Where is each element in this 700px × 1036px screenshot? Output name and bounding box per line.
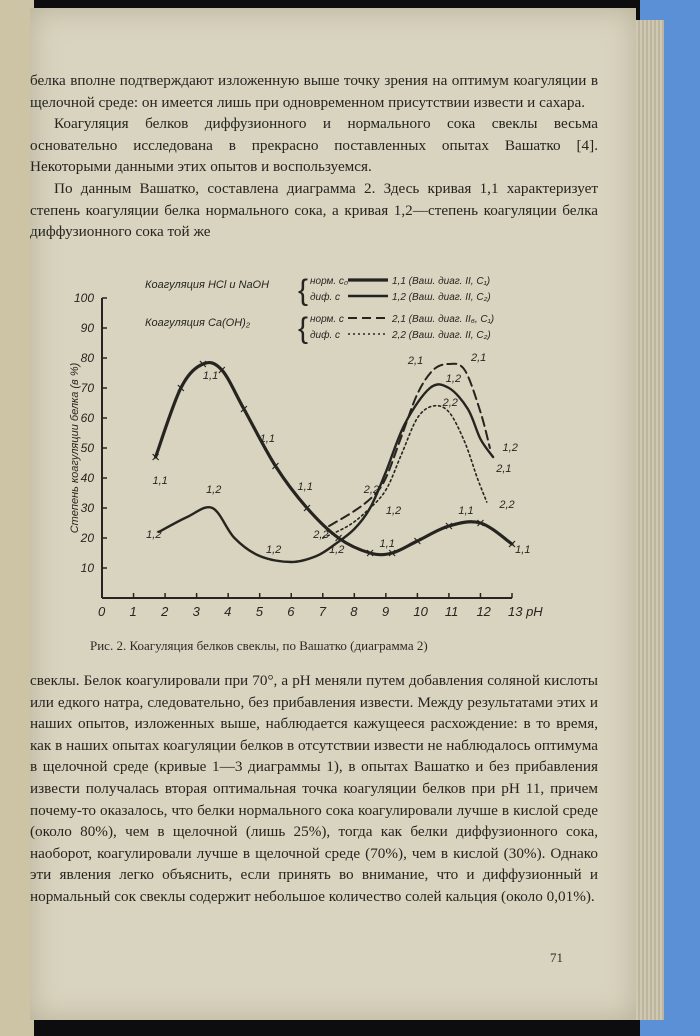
y-axis-label: Степень коагуляции белка (в %) — [69, 362, 81, 534]
y-tick-label: 50 — [80, 441, 94, 455]
y-tick-label: 60 — [80, 411, 94, 425]
curve-label: 2,2 — [499, 499, 515, 511]
y-tick-label: 70 — [80, 381, 94, 395]
curve-label: 1,1 — [202, 370, 219, 382]
x-tick-label: 3 — [192, 604, 200, 619]
paragraph-3: По данным Вашатко, составлена диаграмма 2. Здесь кривая 1,1 характеризует степень коагуляции белка нормального сока, а кривая 1,2—степень коагуляции белка диффузионного сока той же — [30, 179, 598, 241]
x-tick-label: 6 — [287, 604, 295, 619]
curve-label: 2,1 — [407, 355, 424, 367]
x-tick-label: 8 — [350, 604, 358, 619]
paragraph-4: свеклы. Белок коагулировали при 70°, а pH меняли путем добавления соляной кислоты или едкого натра, следовательно, без прибавления извести. Между результатами этих и наших опытов, изложенных выше, наблюдается кажущееся расхождение: в то время, как в наших опытах коагуляции белков в отсутствии извести не наблюдалось оптимума в щелочной среде (кривые 1—3 диаграммы 1), в опытах Вашатко и без прибавления извести получалась вторая оптимальная точка коагуляции белков при pH 11, причем почему-то оказалось, что белки нормального сока коагулировали лучше в кислой среде (около 80%), чем в щелочной (лишь 25%), тогда как белки диффузионного сока, наоборот, коагулировали лучше в щелочной среде (70%), чем в кислой (30%). Однако эти явления легко объяснить, если принять во внимание, что и диффузионный и нормальный сок свеклы содержит небольшое количество солей кальция (около 0,01%). — [30, 672, 598, 905]
curve-label: 1,2 — [385, 505, 402, 517]
paragraph-2: Коагуляция белков диффузионного и нормального сока свеклы весьма основательно исследована в прекрасно поставленных опытах Вашатко [4]. Некоторыми данными этих опытов и воспользуемся. — [30, 115, 598, 176]
x-tick-label: 12 — [476, 604, 491, 619]
top-text — [30, 70, 598, 243]
page-edges — [632, 20, 664, 1020]
figure-caption: Рис. 2. Коагуляция белков свеклы, по Вашатко (диаграмма 2) — [90, 638, 428, 653]
x-tick-label: 7 — [318, 604, 327, 619]
curve-label: 1,2 — [445, 373, 462, 385]
legend-entry: 2,2 (Ваш. диаг. II, С₂) — [392, 330, 491, 341]
legend-entry: 1,2 (Ваш. диаг. II, С₂) — [392, 292, 491, 303]
curve-label: 2,2 — [313, 529, 329, 541]
book-page — [30, 8, 636, 1020]
y-tick-label: 10 — [80, 561, 94, 575]
curve-label: 2,1 — [496, 463, 512, 475]
x-tick-label: 4 — [224, 604, 232, 619]
x-tick-label: 2 — [161, 604, 169, 619]
x-tick-label: 13 pH — [508, 604, 543, 619]
y-tick-label: 100 — [73, 291, 94, 305]
legend-entry: 2,1 (Ваш. диаг. II₆, С₁) — [392, 314, 495, 325]
series-line-1-1 — [156, 363, 515, 555]
legend-group-2-title: Коагуляция Ca(OH)₂ — [145, 317, 251, 329]
curve-label: 2,1 — [471, 352, 487, 364]
legend-group-1-title: Коагуляция HCl и NaOH — [145, 279, 270, 291]
x-tick-label: 0 — [98, 604, 106, 619]
legend-kind: диф. с — [310, 330, 340, 341]
x-tick-label: 5 — [255, 604, 263, 619]
y-tick-label: 80 — [80, 351, 94, 365]
legend-brace: { — [298, 312, 309, 345]
x-tick-label: 11 — [444, 604, 459, 619]
paragraph-1: белка вполне подтверждают изложенную выше точку зрения на оптимум коагуляции в щелочной среде: он имеется лишь при одновременном присутствии извести и сахара. — [30, 72, 598, 111]
x-tick-label: 1 — [129, 604, 137, 619]
page-number: 71 — [550, 950, 563, 965]
curve-label: 1,2 — [329, 544, 345, 556]
legend-entry: 1,1 (Ваш. диаг. II, С₁) — [392, 276, 491, 287]
curve-label: 1,2 — [502, 442, 518, 454]
curve-label: 1,2 — [146, 529, 162, 541]
x-tick-label: 9 — [381, 604, 390, 619]
legend-kind: норм. с₀ — [310, 276, 349, 287]
y-tick-label: 20 — [80, 531, 94, 545]
curve-label: 2,2 — [442, 397, 458, 409]
legend-kind: диф. с — [310, 292, 340, 303]
legend-brace: { — [298, 274, 309, 307]
curve-label: 1,1 — [297, 481, 313, 493]
curve-label: 1,2 — [266, 544, 282, 556]
legend-kind: норм. с — [310, 314, 344, 325]
curve-label: 1,2 — [206, 484, 222, 496]
bottom-text — [30, 670, 598, 908]
curve-label: 1,1 — [259, 433, 275, 445]
curve-label: 1,1 — [379, 538, 395, 550]
coagulation-chart — [30, 260, 636, 640]
y-tick-label: 90 — [80, 321, 94, 335]
curve-label: 1,1 — [515, 544, 531, 556]
adjacent-page — [0, 0, 34, 1036]
x-tick-label: 10 — [413, 604, 428, 619]
curve-label: 1,1 — [152, 475, 168, 487]
y-tick-label: 40 — [80, 471, 94, 485]
curve-label: 1,1 — [458, 505, 474, 517]
curve-label: 2,2 — [363, 484, 380, 496]
y-tick-label: 30 — [80, 501, 94, 515]
